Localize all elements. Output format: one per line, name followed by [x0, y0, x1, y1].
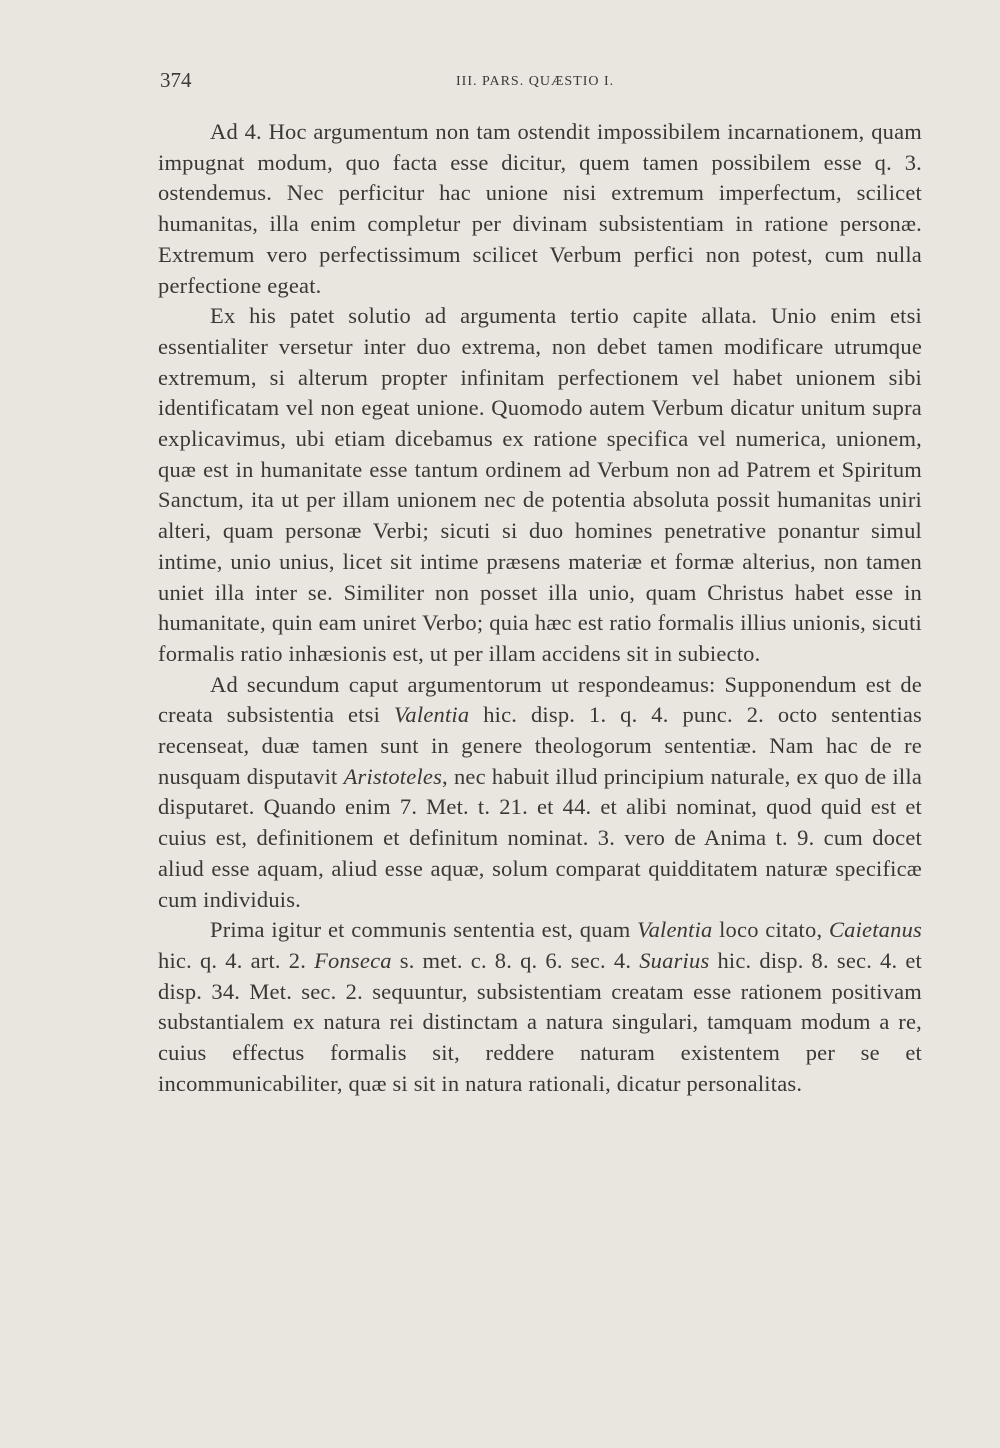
cited-author: Aristoteles [343, 763, 443, 789]
cited-author: Suarius [639, 947, 710, 973]
paragraph [158, 670, 922, 916]
text-run: hic. q. 4. art. 2. [158, 947, 315, 973]
cited-author: Valentia [637, 917, 713, 943]
paragraph [158, 915, 922, 1099]
text-run: hic. disp. 1. q. 4. punc. 2. octo sententias recenseat, duæ tamen sunt in genere theologorum sententiæ. Nam hac de re nusquam disputavit [158, 702, 922, 789]
text-run: s. met. c. 8. q. 6. sec. 4. [391, 947, 640, 973]
text-run: hic. disp. 8. sec. 4. et disp. 34. Met. sec. 2. sequuntur, subsistentiam creatam esse rationem positivam substantialem ex natura rei distinctam a natura singulari, tamquam modum a re, cuius effectus formalis sit, reddere naturam existentem per se et incommunicabiliter, quæ si sit in natura rationali, dicatur personalitas. [158, 947, 922, 1096]
text-run: Ex his patet solutio ad argumenta tertio capite allata. Unio enim etsi essentialiter versetur inter duo extrema, non debet tamen modificare utrumque extremum, si alterum propter infinitam perfectionem vel habet unionem sibi identificatam vel non egeat unione. Quomodo autem Verbum dicatur unitum supra explicavimus, ubi etiam dicebamus ex ratione specifica vel numerica, unionem, quæ est in humanitate esse tantum ordinem ad Verbum non ad Patrem et Spiritum Sanctum, ita ut per illam unionem nec de potentia absoluta possit humanitas uniri alteri, quam personæ Verbi; sicuti si duo homines penetrative ponantur simul intime, unio unius, licet sit intime præsens materiæ et formæ alterius, non tamen uniet illa inter se. Similiter non posset illa unio, quam Christus habet esse in humanitate, quin eam uniret Verbo; quia hæc est ratio formalis illius unionis, sicuti formalis ratio inhæsionis est, ut per illam accidens sit in subiecto. [158, 303, 922, 666]
paragraph [158, 117, 922, 301]
cited-author: Caietanus [828, 917, 922, 943]
text-run: loco citato, [712, 917, 829, 943]
text-run: , nec habuit illud principium naturale, ex quo de illa disputaret. Quando enim 7. Met. t. 21. et 44. et alibi nominat, quod quid est et cuius est, definitionem et definitum nominat. 3. vero de Anima t. 9. cum docet aliud esse aquam, aliud esse aquæ, solum comparat quidditatem naturæ specificæ cum individuis. [158, 763, 923, 912]
cited-author: Fonseca [314, 947, 392, 973]
text-run: Ad secundum caput argumentorum ut respondeamus: Supponendum est de creata subsistentia etsi [158, 671, 922, 728]
page-header [160, 68, 920, 98]
text-run: Prima igitur et communis sententia est, quam [210, 917, 638, 943]
text-run: Ad 4. Hoc argumentum non tam ostendit impossibilem incarnationem, quam impugnat modum, quo facta esse dicitur, quem tamen possibilem esse q. 3. ostendemus. Nec perficitur hac unione nisi extremum imperfectum, scilicet humanitas, illa enim completur per divinam subsistentiam in ratione personæ. Extremum vero perfectissimum scilicet Verbum perfici non potest, cum nulla perfectione egeat. [158, 119, 922, 298]
page-number: 374 [160, 68, 192, 92]
cited-author: Valentia [393, 702, 470, 728]
paragraph [158, 301, 922, 669]
body-text [158, 117, 922, 1100]
running-head: III. PARS. QUÆSTIO I. [456, 74, 615, 89]
